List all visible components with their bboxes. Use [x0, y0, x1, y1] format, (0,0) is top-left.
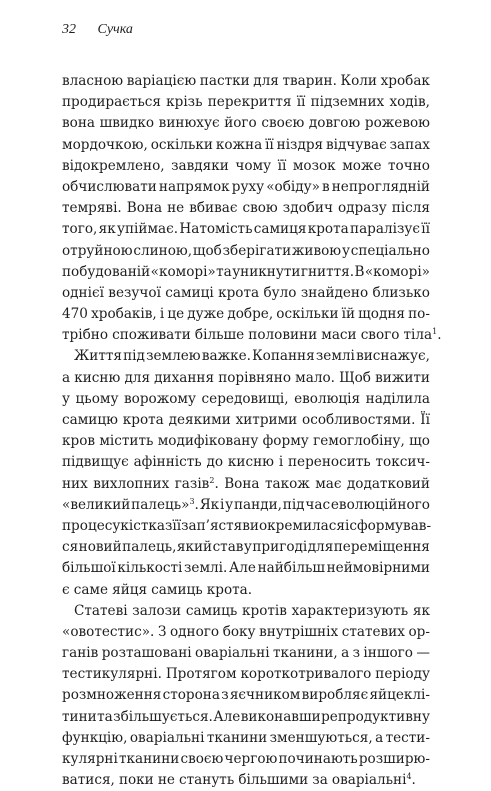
text-line: Статеві залози самиць кротів характеризують як	[74, 602, 430, 619]
text-line: обчислювати напрямок руху «обіду» в непроглядній	[62, 178, 430, 195]
text-line: однієї везучої самиці крота було знайдено близько	[62, 284, 430, 301]
text-line: самицю крота деякими хитрими особливостями. Її	[62, 412, 430, 428]
text-line: 470 хробаків, і це дуже добре, оскільки їй щодня по-	[62, 306, 430, 323]
text-line: того, як упіймає. Натомість самиця крота паралізує її	[62, 221, 430, 238]
text-line: ватися, поки не стануть більшими за оваріальні$^4$.	[62, 772, 416, 789]
running-header	[62, 22, 133, 38]
text-line: кров містить модифіковану форму гемоглобіну, що	[62, 433, 430, 450]
text-line: мордочкою, оскільки кожна її ніздря відчуває запах	[62, 136, 430, 153]
text-line: Життя під землею важке. Копання землі виснажує,	[74, 348, 430, 365]
page-number: 32	[62, 22, 76, 37]
text-line: розмноження сторона з яєчником виробляє яйцеклі-	[62, 687, 430, 704]
text-line: а кисню для дихання порівняно мало. Щоб вижити	[62, 369, 430, 386]
text-line: підвищує афінність до кисню і переносить токсич-	[62, 454, 430, 471]
text-line: «великий палець»$^3$. Як і у панди, під час еволюційного	[62, 496, 430, 513]
text-line: продирається крізь перекриття її підземних ходів,	[62, 94, 430, 111]
text-line: є саме яйця самиць крота.	[62, 581, 253, 598]
text-line: ся новий палець, який став у пригоді для переміщення	[62, 539, 430, 556]
paragraph	[62, 346, 430, 600]
text-line: тини та збільшується. Але виконавши репродуктивну	[62, 708, 430, 725]
text-line: темряві. Вона не вбиває свою здобич одразу після	[62, 200, 430, 217]
paragraph	[62, 601, 430, 791]
text-line: більшої кількості землі. Але найбільш неймовірними	[62, 560, 430, 577]
text-line: у цьому ворожому середовищі, еволюція наділила	[62, 390, 430, 407]
body-text	[62, 71, 442, 791]
text-line: кулярні тканини своєю чергою починають розширю-	[62, 751, 430, 767]
text-line: вона швидко винюхує його своєю довгою рожевою	[62, 115, 430, 132]
running-title: Сучка	[97, 22, 133, 37]
text-line: них вихлопних газів$^2$. Вона також має додатковий	[62, 475, 430, 492]
text-line: отруйною слиною, щоб зберігати живою у спеціально	[62, 242, 430, 259]
text-line: відокремлено, завдяки чому її мозок може точно	[62, 157, 430, 174]
text-line: власною варіацією пастки для тварин. Коли хробак	[62, 73, 430, 89]
text-line: ганів розташовані оваріальні тканини, а з іншого —	[62, 645, 430, 662]
text-line: процесу кістка з її зап’ястя виокремилася і сформував-	[62, 517, 432, 534]
text-line: побудованій «коморі» та уникнути гниття. В «коморі»	[62, 263, 430, 280]
text-line: функцію, оваріальні тканини зменшуються, а тести-	[62, 729, 430, 746]
text-line: трібно споживати більше половини маси свого тіла$^1$.	[62, 327, 442, 344]
text-line: «овотестис». З одного боку внутрішніх статевих ор-	[62, 623, 430, 640]
text-line: тестикулярні. Протягом короткотривалого періоду	[62, 666, 430, 683]
paragraph	[62, 71, 442, 346]
